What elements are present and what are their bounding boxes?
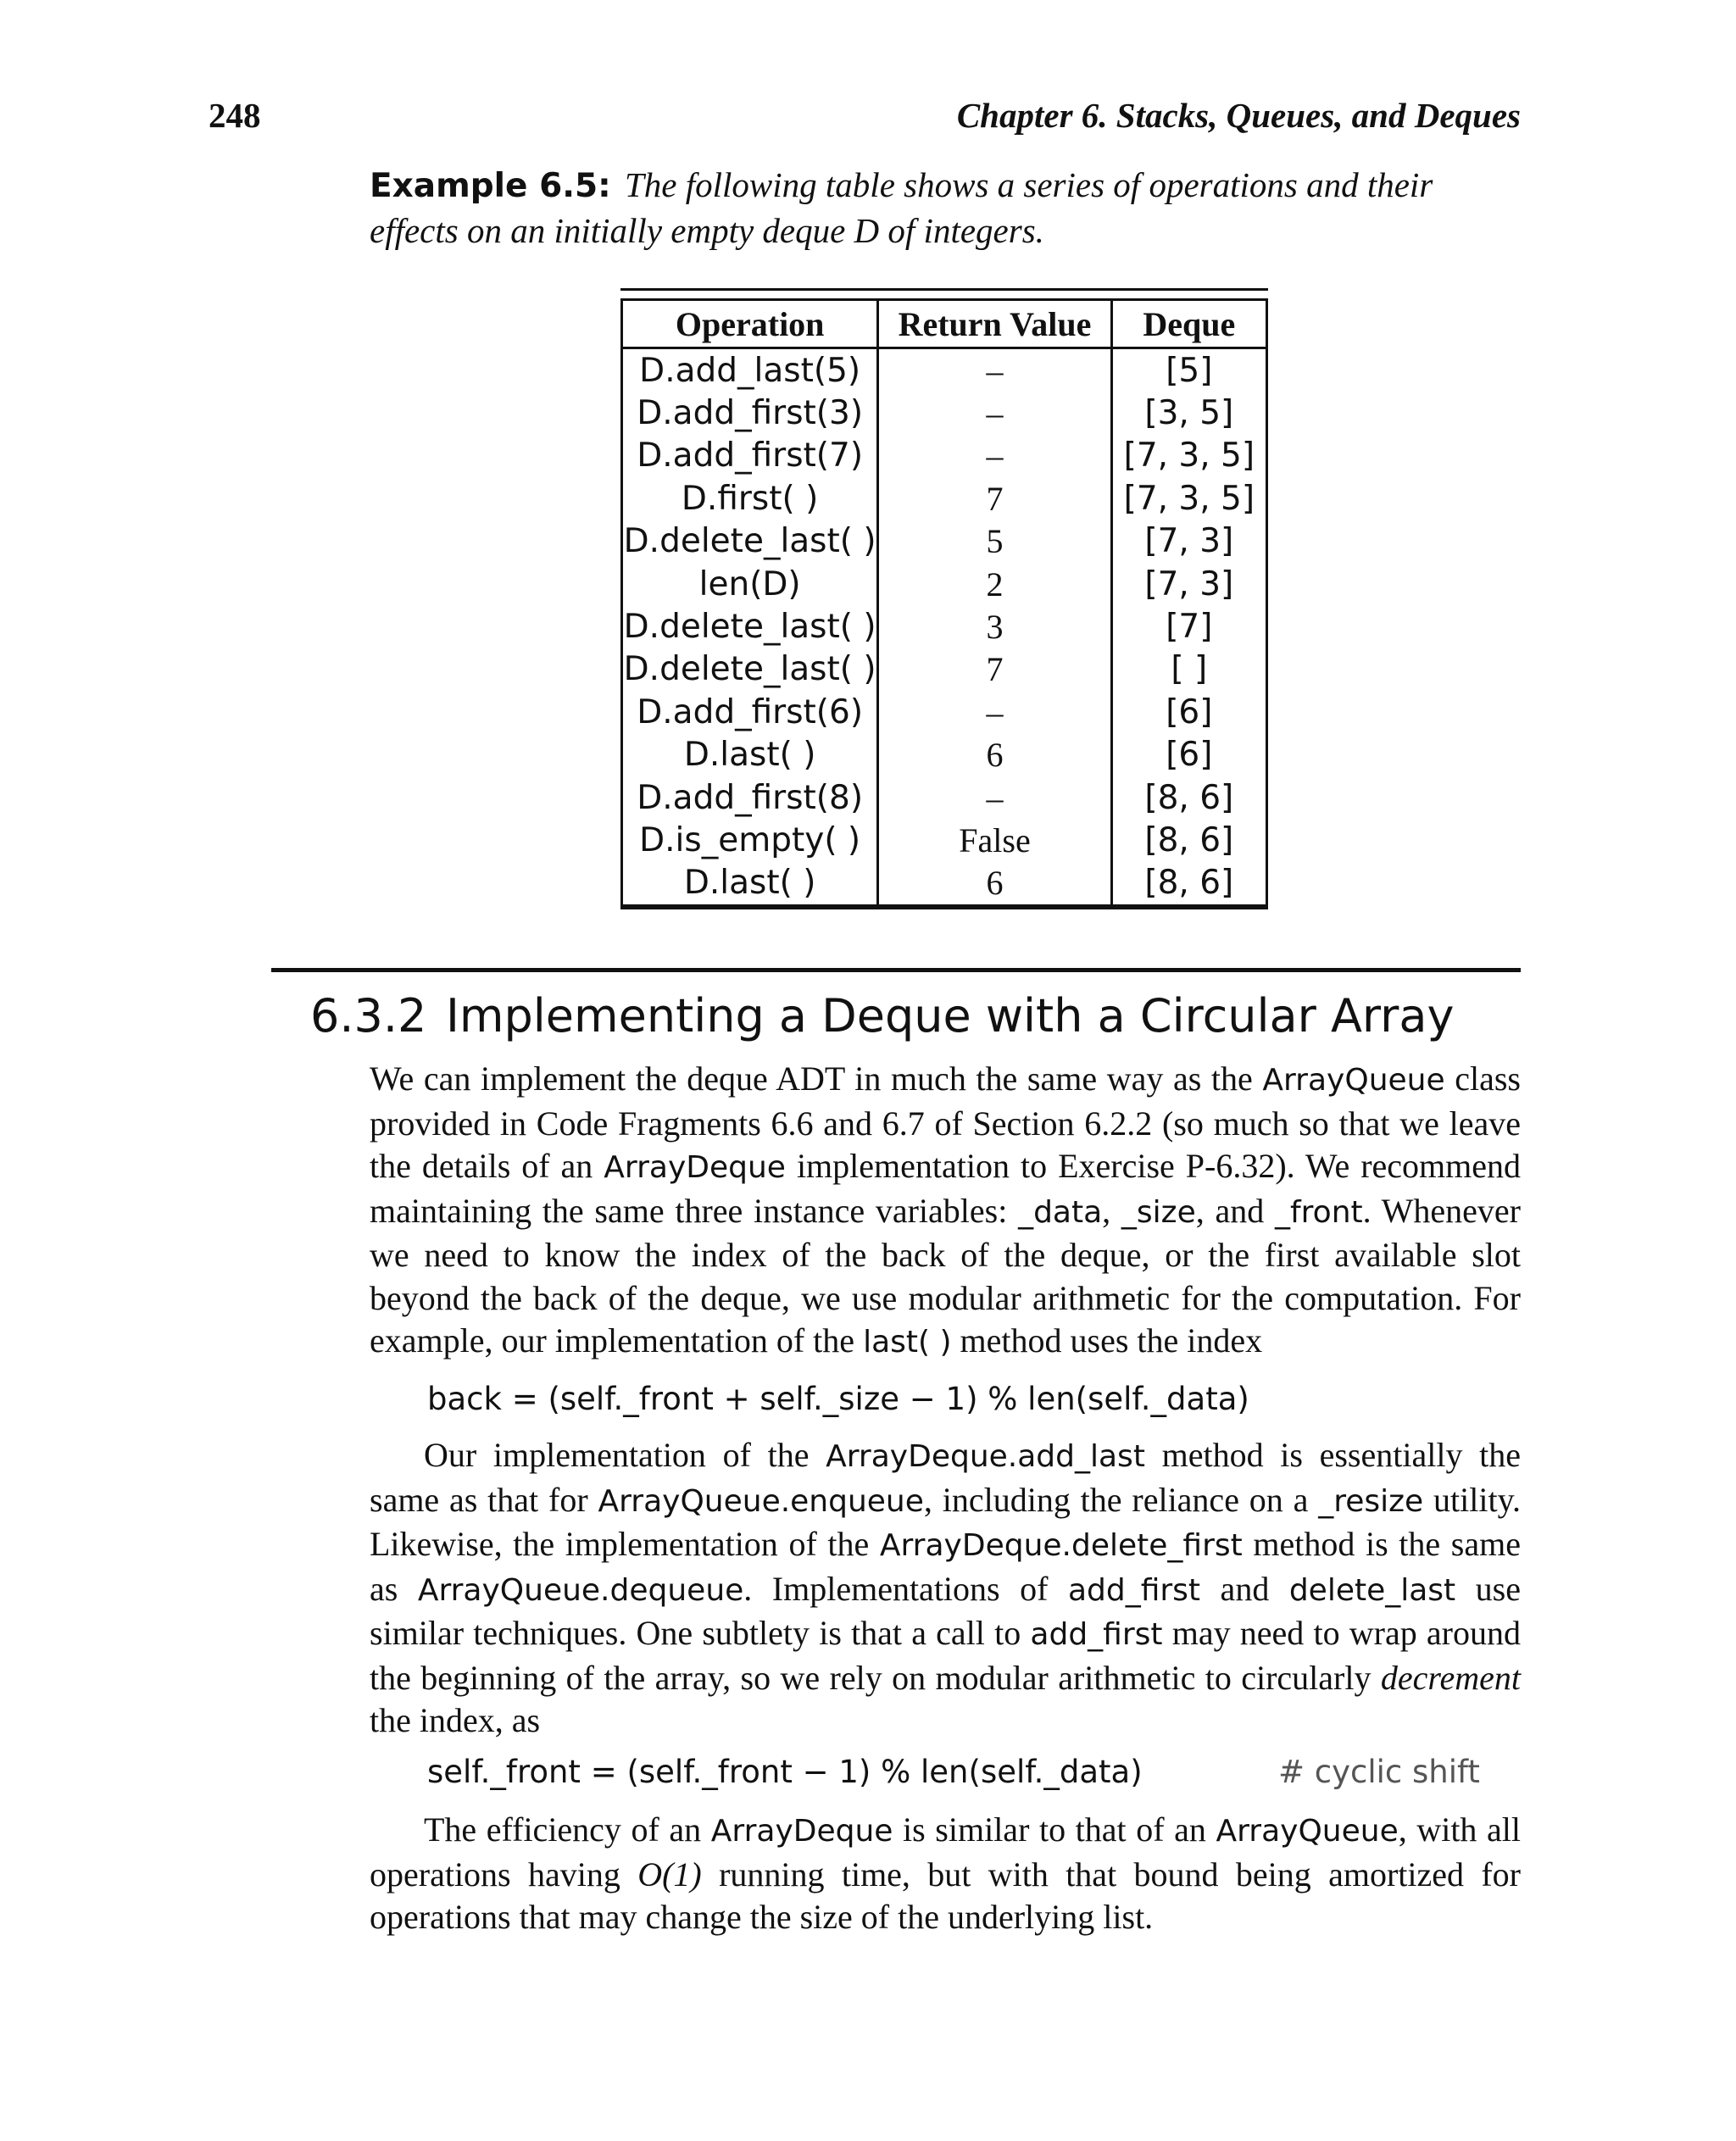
code-term: last( ) <box>863 1325 952 1360</box>
text-run: , and <box>1195 1191 1275 1230</box>
chapter-title: Chapter 6. Stacks, Queues, and Deques <box>956 96 1521 135</box>
deque-state-cell: [3, 5] <box>1144 394 1234 433</box>
operation-cell: D.add_first(3) <box>622 392 878 434</box>
code-comment: # cyclic shift <box>1278 1754 1480 1790</box>
text-run: , with all operations having <box>370 1810 1522 1894</box>
text-run: may need to wrap around the beginning of the array, so we rely on modular arithmetic to circularly <box>370 1614 1521 1697</box>
code-term: ArrayDeque.delete_first <box>879 1528 1243 1563</box>
column-header: Deque <box>1111 300 1266 348</box>
text-run: method is the same as <box>370 1525 1521 1608</box>
code-term: add_first <box>1030 1617 1163 1652</box>
operation-cell: D.add_first(6) <box>622 691 878 733</box>
text-run: class provided in Code Fragments 6.6 and 6.7 of Section 6.2.2 (so much so that we leave the details of an <box>370 1059 1521 1185</box>
operation-cell: D.first( ) <box>622 477 878 520</box>
text-run: Our implementation of the <box>424 1436 826 1474</box>
math-big-o: O(1) <box>637 1855 702 1894</box>
return-value-cell: 6 <box>878 862 1111 906</box>
text-run: and <box>1200 1569 1289 1608</box>
code-term: ArrayDeque <box>604 1150 786 1185</box>
return-value-cell: – <box>878 348 1111 392</box>
code-term: ArrayQueue.dequeue <box>417 1572 744 1608</box>
text-run: is similar to that of an <box>893 1810 1216 1849</box>
table-body <box>622 348 1267 906</box>
table-row <box>622 605 1267 648</box>
operation-cell: D.delete_last( ) <box>622 648 878 691</box>
column-header: Return Value <box>878 300 1111 348</box>
deque-state-cell: [5] <box>1166 351 1213 390</box>
table-row <box>622 691 1267 733</box>
operation-cell: D.add_first(8) <box>622 776 878 819</box>
code-term: ArrayQueue <box>1262 1063 1445 1098</box>
table-header-row <box>622 300 1267 348</box>
text-run: running time, but with that bound being amortized for operations that may change the size of the underlying list. <box>370 1855 1521 1936</box>
code-line-cyclic-shift: self._front = (self._front − 1) % len(self._data) <box>427 1754 1143 1790</box>
paragraph-1 <box>370 1058 1521 1365</box>
text-run: We can implement the deque ADT in much the same way as the <box>370 1059 1263 1098</box>
text-run: method uses the index <box>951 1321 1263 1360</box>
table-row <box>622 477 1267 520</box>
code-term: _front <box>1274 1194 1363 1230</box>
operation-cell: D.last( ) <box>622 862 878 906</box>
return-value-cell: 6 <box>878 734 1111 776</box>
text-run: , <box>1102 1191 1121 1230</box>
table-row <box>622 862 1267 906</box>
text-run: The efficiency of an <box>424 1810 711 1849</box>
return-value-cell: – <box>878 691 1111 733</box>
table-top-rule <box>620 288 1268 291</box>
operation-cell: len(D) <box>622 563 878 605</box>
deque-state-cell: [7, 3] <box>1144 564 1234 603</box>
return-value-cell: 5 <box>878 520 1111 563</box>
page-number: 248 <box>209 96 261 135</box>
text-run: , including the reliance on a <box>923 1480 1319 1519</box>
table-row <box>622 392 1267 434</box>
deque-state-cell: [6] <box>1166 692 1213 731</box>
text-run: . Implementations of <box>743 1569 1068 1608</box>
return-value-cell: 7 <box>878 648 1111 691</box>
text-run: the index, as <box>370 1701 541 1739</box>
deque-state-cell: [8, 6] <box>1144 778 1234 817</box>
operation-cell: D.is_empty( ) <box>622 819 878 861</box>
return-value-cell: False <box>878 819 1111 861</box>
paragraph-3 <box>370 1809 1521 1939</box>
deque-state-cell: [8, 6] <box>1144 820 1234 859</box>
section-number: 6.3.2 <box>310 989 427 1043</box>
operation-cell: D.last( ) <box>622 734 878 776</box>
table-row <box>622 734 1267 776</box>
example-text: The following table shows a series of operations and their effects on an initially empty deque D of integers. <box>370 165 1433 250</box>
table-row <box>622 520 1267 563</box>
deque-state-cell: [7, 3, 5] <box>1123 437 1255 475</box>
return-value-cell: – <box>878 776 1111 819</box>
return-value-cell: 3 <box>878 605 1111 648</box>
table-row <box>622 776 1267 819</box>
code-term: _data <box>1018 1194 1103 1230</box>
code-term: ArrayDeque <box>710 1814 893 1849</box>
return-value-cell: – <box>878 392 1111 434</box>
code-term: _size <box>1121 1194 1196 1230</box>
example-intro <box>370 163 1521 253</box>
table-bottom-rule <box>620 907 1268 909</box>
return-value-cell: 2 <box>878 563 1111 605</box>
column-header: Operation <box>622 300 878 348</box>
code-term: delete_last <box>1288 1572 1456 1608</box>
operation-cell: D.add_first(7) <box>622 435 878 477</box>
table-row <box>622 435 1267 477</box>
emphasis: decrement <box>1380 1658 1521 1697</box>
section-rule <box>271 968 1521 972</box>
code-term: ArrayDeque.add_last <box>826 1439 1145 1474</box>
operation-cell: D.delete_last( ) <box>622 520 878 563</box>
table-row <box>622 348 1267 392</box>
code-term: ArrayQueue.enqueue <box>598 1483 924 1519</box>
deque-state-cell: [6] <box>1166 736 1213 775</box>
deque-operations-table-wrap <box>620 288 1268 910</box>
code-line-back-index: back = (self._front + self._size − 1) % len(self._data) <box>427 1381 1249 1417</box>
return-value-cell: – <box>878 435 1111 477</box>
deque-state-cell: [7] <box>1166 608 1213 647</box>
example-label: Example 6.5: <box>370 167 611 205</box>
deque-state-cell: [ ] <box>1171 650 1208 689</box>
code-term: _resize <box>1318 1483 1424 1519</box>
operation-cell: D.delete_last( ) <box>622 605 878 648</box>
text-run: method is essentially the same as that for <box>370 1436 1521 1519</box>
operation-cell: D.add_last(5) <box>622 348 878 392</box>
section-heading <box>310 987 1521 1046</box>
return-value-cell: 7 <box>878 477 1111 520</box>
section-title: Implementing a Deque with a Circular Array <box>446 989 1455 1043</box>
text-run: . Whenever we need to know the index of the back of the deque, or the first available slot beyond the back of the deque, we use modular arithmetic for the computation. For example, our implementation of the <box>370 1191 1521 1360</box>
paragraph-2 <box>370 1434 1521 1743</box>
table-row <box>622 648 1267 691</box>
deque-operations-table <box>620 298 1268 907</box>
running-head <box>209 95 1521 146</box>
text-run: use similar techniques. One subtlety is that a call to <box>370 1569 1521 1652</box>
table-row <box>622 819 1267 861</box>
deque-state-cell: [8, 6] <box>1144 864 1234 903</box>
deque-state-cell: [7, 3, 5] <box>1123 479 1255 518</box>
deque-state-cell: [7, 3] <box>1144 522 1234 561</box>
code-term: add_first <box>1067 1572 1201 1608</box>
table-row <box>622 563 1267 605</box>
text-run: implementation to Exercise P-6.32). We recommend maintaining the same three instance variables: <box>370 1147 1521 1230</box>
code-term: ArrayQueue <box>1216 1814 1399 1849</box>
text-run: utility. Likewise, the implementation of the <box>370 1480 1521 1563</box>
